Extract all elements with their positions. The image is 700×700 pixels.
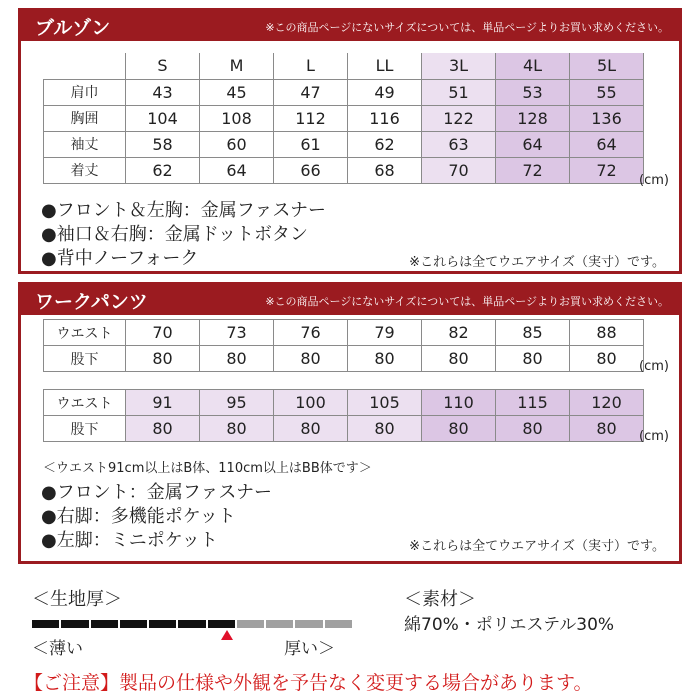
- table-cell: 85: [496, 320, 570, 346]
- table-cell: 80: [348, 416, 422, 442]
- table-row: [44, 346, 644, 372]
- blouson-panel: [18, 8, 682, 274]
- table-cell: 128: [496, 105, 570, 131]
- thickness-segment: [32, 620, 59, 628]
- row-label: ウエスト: [44, 390, 126, 416]
- table-cell: 95: [200, 390, 274, 416]
- table-cell: 80: [570, 346, 644, 372]
- table-cell: 70: [126, 320, 200, 346]
- table-cell: 105: [348, 390, 422, 416]
- pants-unit-large: (cm): [639, 429, 669, 444]
- table-cell: 80: [496, 346, 570, 372]
- material-title: ＜素材＞: [404, 589, 476, 610]
- size-header: 4L: [496, 53, 570, 79]
- table-cell: 122: [422, 105, 496, 131]
- table-cell: 76: [274, 320, 348, 346]
- row-label: 肩巾: [44, 79, 126, 105]
- feature-item: ●フロント：金属ファスナー: [41, 482, 272, 503]
- table-cell: 80: [126, 346, 200, 372]
- table-cell: 136: [570, 105, 644, 131]
- table-row: [44, 416, 644, 442]
- table-cell: 58: [126, 131, 200, 157]
- thickness-segment: [325, 620, 352, 628]
- table-cell: 120: [570, 390, 644, 416]
- pants-size-note: ※これらは全てウエアサイズ（実寸）です。: [409, 539, 665, 554]
- table-cell: 79: [348, 320, 422, 346]
- thickness-gauge: [32, 620, 352, 628]
- table-cell: 70: [422, 157, 496, 183]
- thickness-thin-label: ＜薄い: [32, 639, 83, 659]
- blouson-size-table: [43, 53, 644, 184]
- feature-item: ●フロント＆左胸：金属ファスナー: [41, 200, 326, 221]
- row-label: 袖丈: [44, 131, 126, 157]
- table-cell: 63: [422, 131, 496, 157]
- blouson-header: [21, 11, 679, 41]
- thickness-segment: [178, 620, 205, 628]
- table-cell: 80: [200, 416, 274, 442]
- blouson-size-note: ※これらは全てウエアサイズ（実寸）です。: [409, 255, 665, 270]
- table-cell: 55: [570, 79, 644, 105]
- blouson-unit: (cm): [639, 173, 669, 188]
- thickness-segment: [61, 620, 88, 628]
- table-row: [44, 105, 644, 131]
- blouson-features: [41, 199, 326, 271]
- table-row: [44, 157, 644, 183]
- pants-panel: [18, 282, 682, 564]
- blouson-notice: ※この商品ページにないサイズについては、単品ページよりお買い求めください。: [265, 21, 669, 34]
- pants-size-table-regular: [43, 319, 644, 372]
- table-cell: 80: [422, 346, 496, 372]
- pants-header: [21, 285, 679, 315]
- table-cell: 64: [570, 131, 644, 157]
- table-cell: 110: [422, 390, 496, 416]
- table-cell: 60: [200, 131, 274, 157]
- table-row: [44, 390, 644, 416]
- table-cell: 64: [496, 131, 570, 157]
- table-row: [44, 320, 644, 346]
- size-header: 5L: [570, 53, 644, 79]
- table-cell: 47: [274, 79, 348, 105]
- thickness-thick-label: 厚い＞: [284, 639, 335, 659]
- thickness-segment: [91, 620, 118, 628]
- row-label: ウエスト: [44, 320, 126, 346]
- table-cell: 100: [274, 390, 348, 416]
- table-cell: 72: [496, 157, 570, 183]
- thickness-segment: [237, 620, 264, 628]
- feature-item: ●背中ノーフォーク: [41, 248, 199, 269]
- blouson-size-header-row: [44, 53, 644, 79]
- size-header: S: [126, 53, 200, 79]
- table-cell: 43: [126, 79, 200, 105]
- pants-unit-regular: (cm): [639, 359, 669, 374]
- blouson-title: ブルゾン: [35, 17, 111, 39]
- table-cell: 80: [496, 416, 570, 442]
- table-cell: 61: [274, 131, 348, 157]
- table-cell: 45: [200, 79, 274, 105]
- row-label: 胸囲: [44, 105, 126, 131]
- row-label: 着丈: [44, 157, 126, 183]
- feature-item: ●右脚：多機能ポケット: [41, 506, 236, 527]
- table-cell: 80: [274, 346, 348, 372]
- thickness-segment: [208, 620, 235, 628]
- feature-item: ●左脚：ミニポケット: [41, 530, 218, 551]
- row-label: 股下: [44, 346, 126, 372]
- thickness-segment: [149, 620, 176, 628]
- size-header: LL: [348, 53, 422, 79]
- table-cell: 115: [496, 390, 570, 416]
- table-cell: 88: [570, 320, 644, 346]
- table-cell: 108: [200, 105, 274, 131]
- table-cell: 62: [348, 131, 422, 157]
- thickness-marker-icon: [221, 630, 233, 640]
- size-header: 3L: [422, 53, 496, 79]
- pants-notice: ※この商品ページにないサイズについては、単品ページよりお買い求めください。: [265, 295, 669, 308]
- table-cell: 80: [570, 416, 644, 442]
- table-cell: 82: [422, 320, 496, 346]
- caution-notice: 【ご注意】製品の仕様や外観を予告なく変更する場合があります。: [24, 672, 593, 694]
- pants-body-type-note: ＜ウエスト91cm以上はB体、110cm以上はBB体です＞: [43, 461, 372, 476]
- size-header: L: [274, 53, 348, 79]
- pants-title: ワークパンツ: [35, 291, 148, 313]
- feature-item: ●袖口＆右胸：金属ドットボタン: [41, 224, 308, 245]
- thickness-title: ＜生地厚＞: [32, 589, 122, 610]
- table-cell: 51: [422, 79, 496, 105]
- thickness-segment: [120, 620, 147, 628]
- table-cell: 104: [126, 105, 200, 131]
- table-cell: 72: [570, 157, 644, 183]
- table-cell: 49: [348, 79, 422, 105]
- thickness-segment: [295, 620, 322, 628]
- table-cell: 116: [348, 105, 422, 131]
- thickness-segment: [266, 620, 293, 628]
- table-row: [44, 131, 644, 157]
- table-cell: 73: [200, 320, 274, 346]
- table-row: [44, 79, 644, 105]
- table-cell: 80: [126, 416, 200, 442]
- table-cell: 53: [496, 79, 570, 105]
- table-cell: 66: [274, 157, 348, 183]
- table-cell: 91: [126, 390, 200, 416]
- table-cell: 80: [348, 346, 422, 372]
- size-header: M: [200, 53, 274, 79]
- table-cell: 112: [274, 105, 348, 131]
- table-cell: 80: [274, 416, 348, 442]
- table-cell: 68: [348, 157, 422, 183]
- pants-features: [41, 481, 272, 553]
- pants-size-table-large: [43, 389, 644, 442]
- material-value: 綿70%・ポリエステル30%: [404, 615, 615, 635]
- row-label: 股下: [44, 416, 126, 442]
- table-cell: 62: [126, 157, 200, 183]
- table-cell: 80: [200, 346, 274, 372]
- table-cell: 80: [422, 416, 496, 442]
- table-cell: 64: [200, 157, 274, 183]
